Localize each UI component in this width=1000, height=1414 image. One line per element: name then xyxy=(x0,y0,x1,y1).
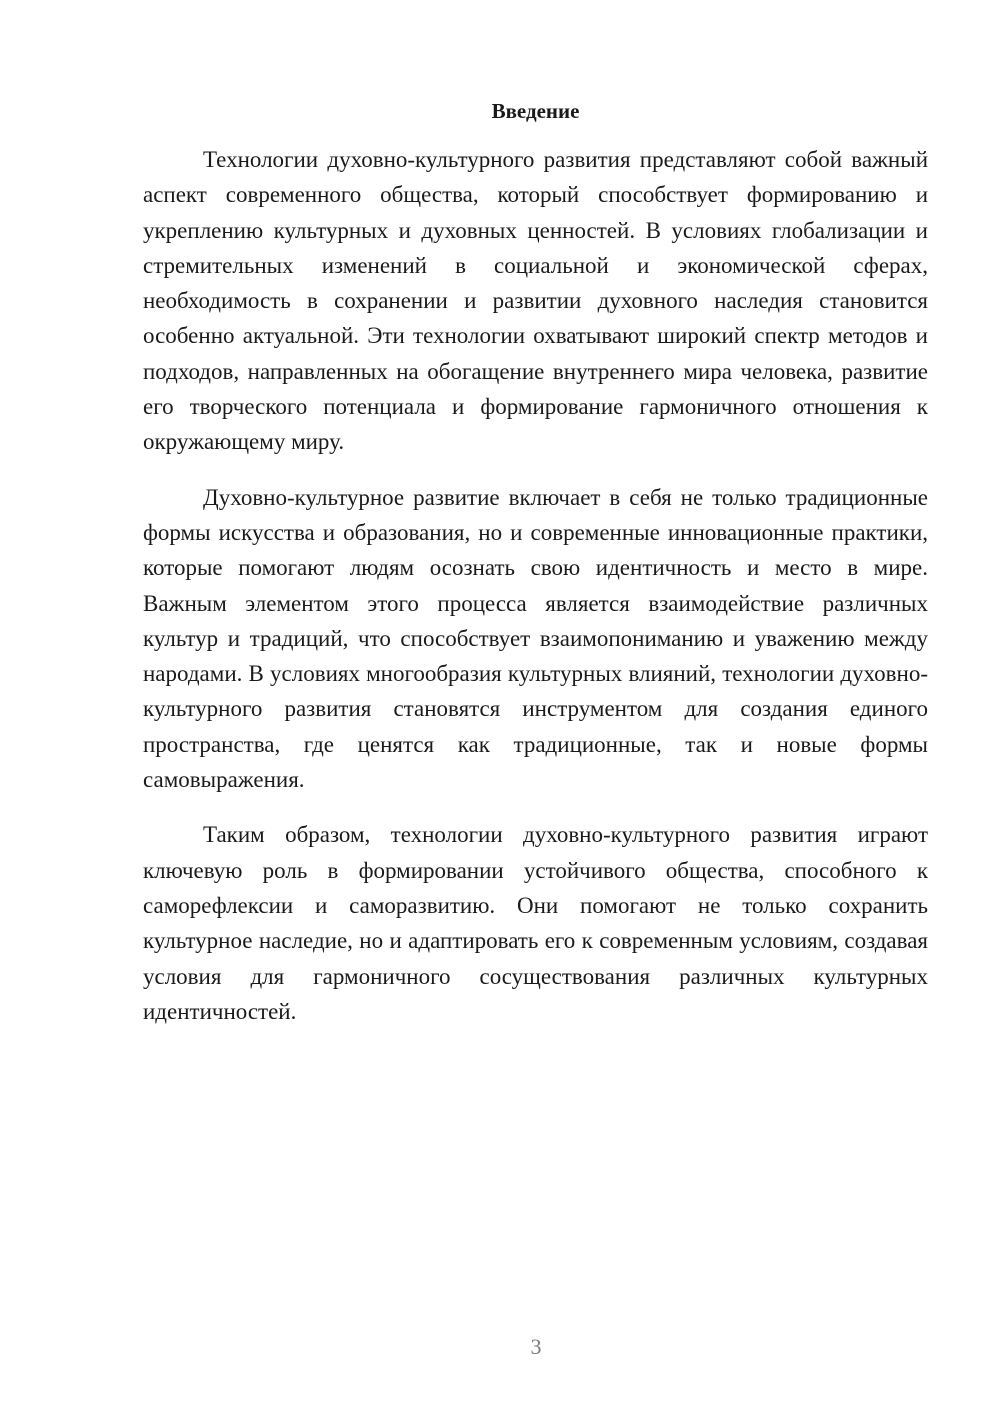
paragraph-1: Технологии духовно-культурного развития представляют собой важный аспект современного общества, который способствует формированию и укреплению культурных и духовных ценностей. В условиях глобализации и стремительных изменений в социальной и экономической сферах, необходимость в сохранении и развитии духовного наследия становится особенно актуальной. Эти технологии охватывают широкий спектр методов и подходов, направленных на обогащение внутреннего мира человека, развитие его творческого потенциала и формирование гармоничного отношения к окружающему миру. xyxy=(143,147,928,455)
page-number: 3 xyxy=(530,1334,542,1359)
section-title: Введение xyxy=(491,99,580,123)
paragraph-2: Духовно-культурное развитие включает в себя не только традиционные формы искусства и образования, но и современные инновационные практики, которые помогают людям осознать свою идентичность и место в мире. Важным элементом этого процесса является взаимодействие различных культур и традиций, что способствует взаимопониманию и уважению между народами. В условиях многообразия культурных влияний, технологии духовно-культурного развития становятся инструментом для создания единого пространства, где ценятся как традиционные, так и новые формы самовыражения. xyxy=(143,484,928,793)
paragraph-3: Таким образом, технологии духовно-культурного развития играют ключевую роль в формировании устойчивого общества, способного к саморефлексии и саморазвитию. Они помогают не только сохранить культурное наследие, но и адаптировать его к современным условиям, создавая условия для гармоничного сосуществования различных культурных идентичностей. xyxy=(143,822,928,1024)
body-text xyxy=(143,142,928,1049)
